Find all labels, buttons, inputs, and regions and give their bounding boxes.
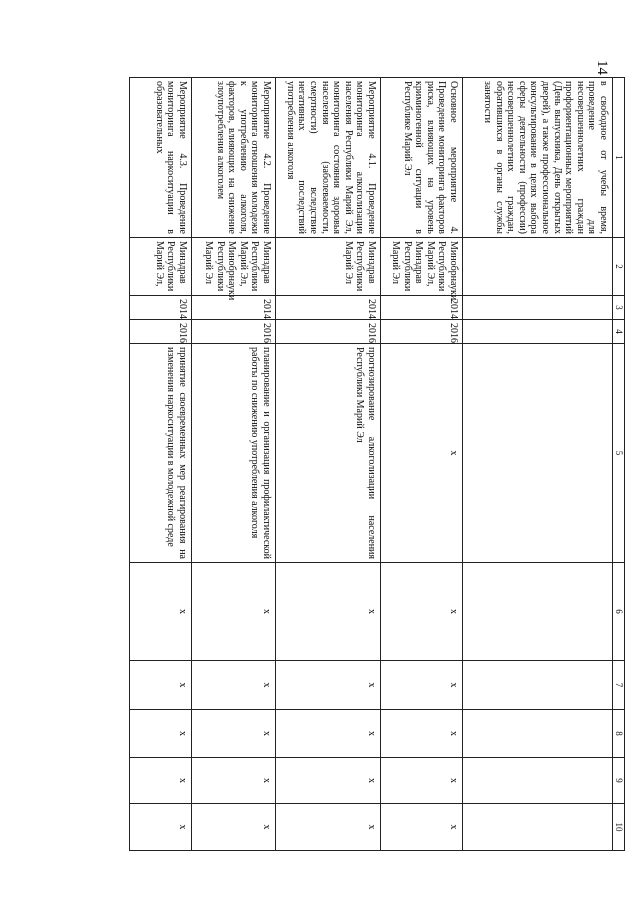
end-year-cell: 2016 [130, 320, 192, 344]
value-cell: х [192, 710, 276, 758]
start-year-cell: 2014 [130, 296, 192, 320]
column-header: 6 [613, 563, 625, 661]
expected-result-cell: х [381, 344, 463, 563]
column-header: 8 [613, 710, 625, 758]
value-cell: х [192, 563, 276, 661]
page-number: 14 [594, 60, 610, 75]
value-cell: х [381, 758, 463, 804]
executor-cell [463, 238, 613, 296]
column-number-row [613, 78, 625, 851]
value-cell: х [130, 758, 192, 804]
value-cell: х [130, 710, 192, 758]
value-cell: х [130, 661, 192, 710]
measure-name-cell: в свободное от учебы время, проведение для несовершеннолетних граждан профориентационных мероприятий (День выпускника, День открытых дверей), а также профессиональное консультирование в целях выбора сферы деятельности (профессии) несовершеннолетних граждан, обратившихся в органы службы занятости [463, 78, 613, 238]
value-cell: х [130, 563, 192, 661]
value-cell: х [276, 804, 381, 851]
column-header: 7 [613, 661, 625, 710]
executor-cell: Минздрав Республики Марий Эл, Минобрнауки Республики Марий Эл [192, 238, 276, 296]
value-cell: х [192, 661, 276, 710]
expected-result-cell [463, 344, 613, 563]
value-cell: х [130, 804, 192, 851]
table-row [276, 78, 381, 851]
value-cell: х [276, 758, 381, 804]
value-cell [463, 804, 613, 851]
column-header: 4 [613, 320, 625, 344]
start-year-cell: 2014 [192, 296, 276, 320]
table-row [381, 78, 463, 851]
value-cell: х [381, 710, 463, 758]
value-cell: х [192, 758, 276, 804]
value-cell [463, 563, 613, 661]
value-cell: х [276, 661, 381, 710]
end-year-cell: 2016 [381, 320, 463, 344]
end-year-cell [463, 320, 613, 344]
start-year-cell: 2014 [276, 296, 381, 320]
column-header: 5 [613, 344, 625, 563]
executor-cell: Минобрнауки Республики Марий Эл, Минздрав Республики Марий Эл [381, 238, 463, 296]
start-year-cell: 2014 [381, 296, 463, 320]
executor-cell: Минздрав Республики Марий Эл [276, 238, 381, 296]
document-page [130, 77, 625, 850]
measure-name-cell: Мероприятие 4.2. Проведение мониторинга отношения молодежи к употреблению алкоголя, факторов, влияющих на снижение злоупотребления алкоголем [192, 78, 276, 238]
measure-name-cell: Мероприятие 4.3. Проведение мониторинга наркоситуации в образовательных [130, 78, 192, 238]
value-cell: х [381, 804, 463, 851]
end-year-cell: 2016 [192, 320, 276, 344]
expected-result-cell: принятие своевременных мер реагирования на изменения наркоситуации в молодежной среде [130, 344, 192, 563]
value-cell: х [192, 804, 276, 851]
end-year-cell: 2016 [276, 320, 381, 344]
table-row [463, 78, 613, 851]
table-row [192, 78, 276, 851]
column-header: 9 [613, 758, 625, 804]
value-cell: х [381, 661, 463, 710]
expected-result-cell: прогнозирование алкоголизации населения Республики Марий Эл [276, 344, 381, 563]
measure-name-cell: Основное мероприятие 4. Проведение мониторинга факторов риска, влияющих на уровень криминогенной ситуации в Республике Марий Эл [381, 78, 463, 238]
value-cell [463, 661, 613, 710]
column-header: 3 [613, 296, 625, 320]
value-cell: х [381, 563, 463, 661]
column-header: 2 [613, 238, 625, 296]
value-cell [463, 710, 613, 758]
value-cell: х [276, 710, 381, 758]
value-cell: х [276, 563, 381, 661]
column-header: 1 [613, 78, 625, 238]
measure-name-cell: Мероприятие 4.1. Проведение мониторинга алкоголизации населения Республики Марий Эл, мониторинга состояния здоровья населения (заболеваемости, смертности) вследствие негативных последствий употребления алкоголя [276, 78, 381, 238]
table-row [130, 78, 192, 851]
start-year-cell [463, 296, 613, 320]
program-measures-table [129, 77, 625, 851]
executor-cell: Минздрав Республики Марий Эл, [130, 238, 192, 296]
expected-result-cell: планирование и организация профилактической работы по снижению употребления алкоголя [192, 344, 276, 563]
column-header: 10 [613, 804, 625, 851]
value-cell [463, 758, 613, 804]
